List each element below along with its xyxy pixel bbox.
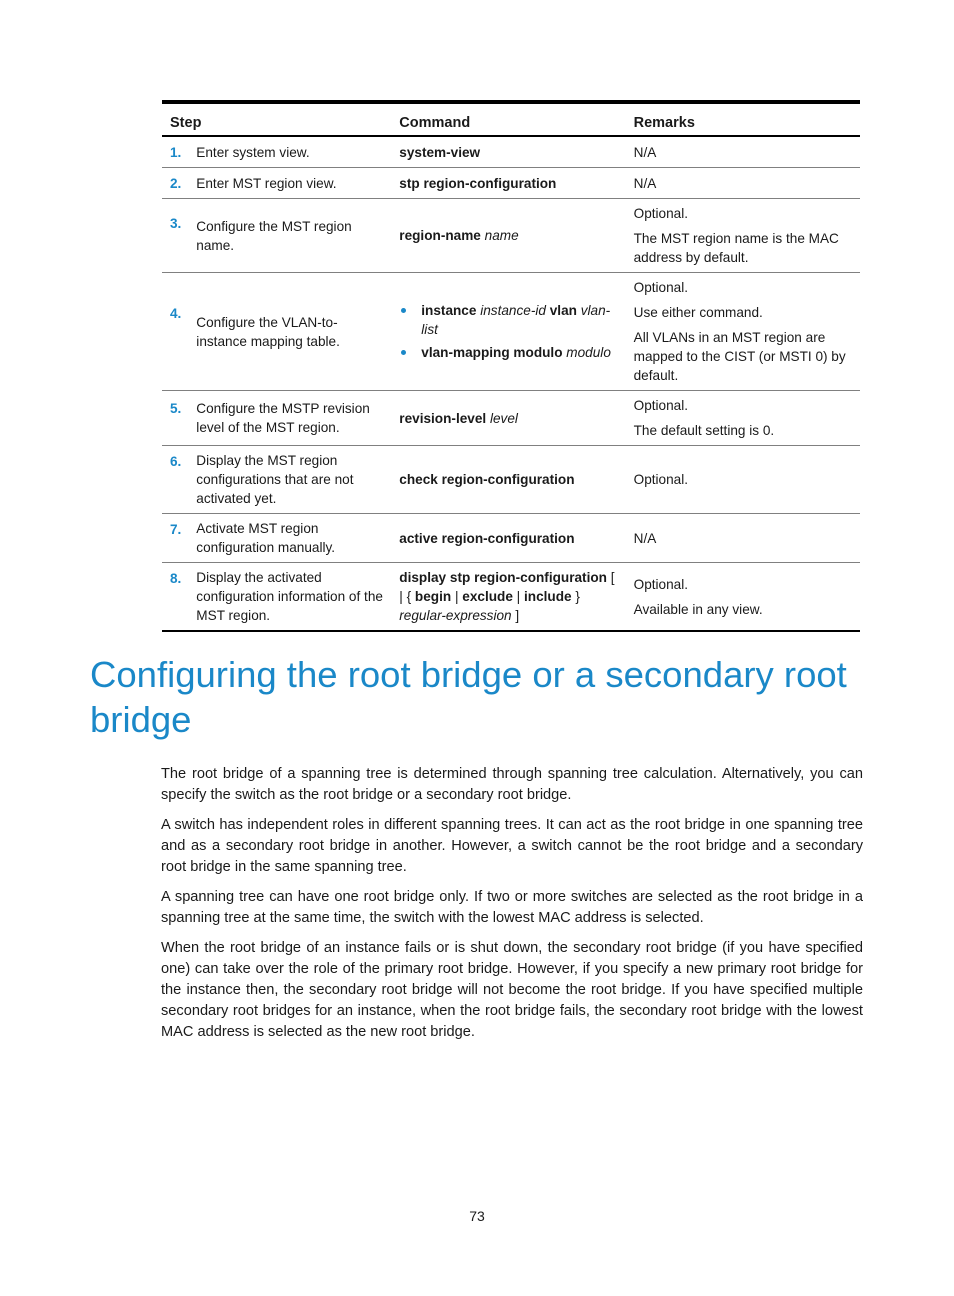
command-keyword: active region-configuration [399,530,575,546]
table-header-row [162,102,860,136]
command-keyword: display stp region-configuration [399,570,607,585]
command-keyword: system-view [399,144,481,160]
remark-text: Optional. [633,576,689,592]
command-keyword: exclude [462,589,513,604]
remark-text: N/A [633,144,657,160]
step-number: 5. [162,391,192,446]
step-description: Configure the MST region name. [192,199,391,273]
paragraph: When the root bridge of an instance fails or is shut down, the secondary root bridge (if you have specified one) can take over the role of the primary root bridge. However, if you specify a new primary root bridge for the instance then, the secondary root bridge will not become the root bridge. If you have specified multiple secondary root bridges for an instance, when the root bridge fails, the secondary root bridge with the lowest MAC address is selected as the new root bridge. [161,940,863,1040]
table-row [162,446,860,514]
step-number: 1. [162,136,192,168]
command-syntax: [ | { [399,570,615,604]
step-number: 2. [162,168,192,199]
step-number: 8. [162,563,192,632]
command-argument: vlan-list [421,303,611,337]
command-cell [391,168,625,199]
command-item [399,301,617,339]
command-argument: modulo [566,345,611,360]
remarks-cell [626,273,860,391]
page-number: 73 [469,1208,485,1224]
remark-text: The default setting is 0. [633,423,775,438]
table-row [162,391,860,446]
table-row [162,514,860,563]
table-row [162,563,860,632]
step-description: Configure the MSTP revision level of the MST region. [192,391,391,446]
step-description: Display the MST region configurations that are not activated yet. [192,446,391,514]
step-description: Enter system view. [192,136,391,168]
header-command: Command [391,102,625,136]
header-remarks: Remarks [626,102,860,136]
remarks-cell [626,136,860,168]
command-keyword: vlan [549,303,577,318]
step-description: Enter MST region view. [192,168,391,199]
remark-text: Optional. [633,206,689,221]
step-number: 6. [162,446,192,514]
section-title: Configuring the root bridge or a secondary root bridge [90,654,847,740]
remark-text: Optional. [633,280,689,295]
command-keyword: begin [414,589,452,604]
command-keyword: include [523,589,572,604]
section-body [161,764,863,1052]
step-number: 7. [162,514,192,563]
remark-text: N/A [633,175,657,191]
remarks-cell [626,168,860,199]
command-argument: level [489,410,518,426]
table-row [162,136,860,168]
command-keyword: stp region-configuration [399,175,557,191]
command-keyword: revision-level [399,410,487,426]
remark-text: Optional. [633,472,689,487]
command-keyword: check region-configuration [399,472,575,487]
command-item [399,343,617,362]
header-step: Step [162,102,391,136]
remarks-cell [626,514,860,563]
remarks-cell [626,391,860,446]
step-number: 3. [162,199,192,273]
paragraph: A switch has independent roles in different spanning trees. It can act as the root bridge in one spanning tree and as a secondary root bridge in another. However, a switch cannot be the root bridge and a secondary root bridge in the same spanning tree. [161,817,863,875]
step-description: Display the activated configuration information of the MST region. [192,563,391,632]
command-cell [391,199,625,273]
command-list [399,301,617,362]
command-syntax: ] [515,608,520,623]
remarks-cell [626,199,860,273]
command-syntax: } [575,589,580,604]
remark-text: Use either command. [633,305,763,320]
command-keyword: instance [421,303,477,318]
remark-text: The MST region name is the MAC address by default. [633,231,839,265]
command-table [162,100,860,632]
paragraph: The root bridge of a spanning tree is determined through spanning tree calculation. Alternatively, you can specify the switch as the root bridge or a secondary root bridge. [161,766,863,803]
remarks-cell [626,446,860,514]
remark-text: All VLANs in an MST region are mapped to the CIST (or MSTI 0) by default. [633,330,846,383]
remark-text: Optional. [633,398,689,413]
step-number: 4. [162,273,192,391]
command-keyword: region-name [399,228,481,243]
command-cell [391,273,625,391]
paragraph: A spanning tree can have one root bridge only. If two or more switches are selected as the root bridge in a spanning tree at the same time, the switch with the lowest MAC address is selected. [161,889,863,926]
remark-text: Available in any view. [633,601,763,617]
command-argument: instance-id [480,303,546,318]
table-row [162,168,860,199]
command-cell [391,446,625,514]
step-description: Activate MST region configuration manually. [192,514,391,563]
command-cell [391,514,625,563]
command-keyword: vlan-mapping modulo [421,345,563,360]
command-argument: regular-expression [399,608,512,623]
table-row [162,273,860,391]
command-cell [391,563,625,632]
command-syntax: | [454,589,459,604]
command-syntax: | [516,589,521,604]
command-argument: name [484,228,519,243]
table-row [162,199,860,273]
command-cell [391,391,625,446]
remark-text: N/A [633,530,657,546]
step-description: Configure the VLAN-to-instance mapping table. [192,273,391,391]
remarks-cell [626,563,860,632]
command-cell [391,136,625,168]
